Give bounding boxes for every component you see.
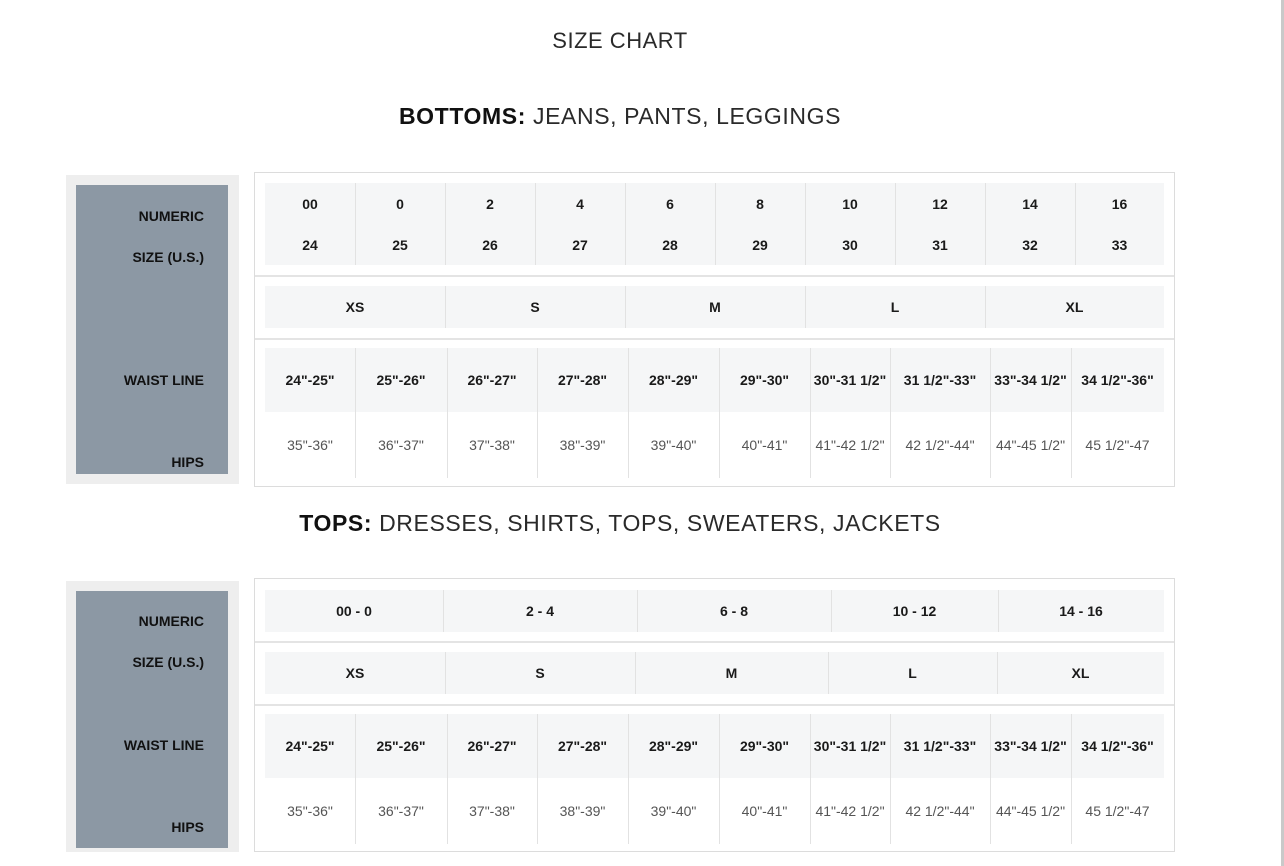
tops-label-size-us: SIZE (U.S.) [132,654,204,670]
tops-letter-band [265,652,1164,694]
tops-numeric-range-cell: 00 - 0 [336,603,372,619]
page-title: SIZE CHART [552,28,688,53]
tops-hips-cell: 36"-37" [378,803,424,819]
bottoms-numeric-cell: 14 [1022,196,1038,212]
bottoms-size-us-cell: 28 [662,237,678,253]
bottoms-hips-cell: 40"-41" [741,437,788,453]
bottoms-letter-size-cell: M [709,299,721,315]
tops-hips-cell: 39"-40" [650,803,697,819]
tops-numeric-range-cell: 14 - 16 [1059,603,1103,619]
bottoms-hips-cell: 39"-40" [650,437,697,453]
tops-hips-cell: 35"-36" [287,803,333,819]
bottoms-numeric-cell: 6 [666,196,674,212]
divider [255,704,1174,706]
bottoms-waist-cell: 26"-27" [467,372,517,388]
bottoms-numeric-cell: 4 [576,196,584,212]
bottoms-waist-cell: 24"-25" [285,372,335,388]
bottoms-numeric-cell: 00 [302,196,318,212]
tops-hips-band [265,778,1164,844]
bottoms-hips-cell: 45 1/2"-47 [1085,437,1150,453]
bottoms-waist-cell: 31 1/2"-33" [903,372,977,388]
bottoms-size-us-cell: 29 [752,237,768,253]
tops-waist-cell: 31 1/2"-33" [903,738,977,754]
bottoms-size-table [254,172,1175,487]
bottoms-row-labels [66,175,239,484]
bottoms-size-us-cell: 27 [572,237,588,253]
bottoms-numeric-cell: 2 [486,196,494,212]
divider [255,275,1174,277]
bottoms-letter-size-cell: XL [1065,299,1084,315]
bottoms-hips-cell: 41"-42 1/2" [815,437,885,453]
tops-letter-size-cell: S [535,665,545,681]
bottoms-label-size-us: SIZE (U.S.) [132,249,204,265]
bottoms-size-us-cell: 31 [932,237,948,253]
tops-hips-cell: 41"-42 1/2" [815,803,885,819]
tops-label-panel [76,591,228,848]
tops-letter-size-cell: L [908,665,917,681]
tops-letter-size-cell: M [725,665,738,681]
tops-waist-cell: 25"-26" [376,738,426,754]
bottoms-size-us-cell: 30 [842,237,858,253]
bottoms-waist-cell: 33"-34 1/2" [994,372,1067,388]
tops-label-numeric: NUMERIC [138,613,204,629]
tops-waist-cell: 27"-28" [557,738,608,754]
tops-hips-cell: 37"-38" [469,803,515,819]
bottoms-waist-band [265,348,1164,412]
tops-hips-cell: 40"-41" [741,803,788,819]
bottoms-waist-cell: 34 1/2"-36" [1081,372,1154,388]
bottoms-size-us-cell: 33 [1111,237,1128,253]
tops-size-table [254,578,1175,852]
tops-label-waist: WAIST LINE [123,737,204,753]
divider [255,641,1174,643]
tops-waist-cell: 26"-27" [467,738,517,754]
divider [255,338,1174,340]
bottoms-hips-band [265,412,1164,478]
bottoms-waist-cell: 30"-31 1/2" [813,372,887,388]
tops-letter-size-cell: XL [1071,665,1090,681]
bottoms-waist-cell: 27"-28" [557,372,608,388]
tops-numeric-band [265,590,1164,632]
tops-hips-cell: 42 1/2"-44" [905,803,975,819]
bottoms-numeric-cell: 12 [932,196,948,212]
bottoms-numeric-cell: 8 [756,196,764,212]
bottoms-title-rest: JEANS, PANTS, LEGGINGS [526,103,842,129]
bottoms-size-us-cell: 26 [482,237,498,253]
bottoms-hips-cell: 38"-39" [559,437,606,453]
tops-numeric-range-cell: 2 - 4 [525,603,554,619]
bottoms-title-bold: BOTTOMS: [398,103,527,129]
bottoms-numeric-cell: 0 [396,196,404,212]
tops-row-labels [66,581,239,852]
tops-waist-cell: 34 1/2"-36" [1081,738,1154,754]
tops-title-rest: DRESSES, SHIRTS, TOPS, SWEATERS, JACKETS [372,510,941,536]
bottoms-section-title [0,103,1240,130]
bottoms-hips-cell: 36"-37" [378,437,424,453]
bottoms-numeric-band [265,183,1164,265]
tops-hips-cell: 38"-39" [559,803,606,819]
tops-hips-cell: 44"-45 1/2" [995,803,1066,819]
tops-label-hips: HIPS [171,819,204,835]
bottoms-label-panel [76,185,228,474]
bottoms-label-waist: WAIST LINE [123,372,204,388]
tops-waist-band [265,714,1164,778]
tops-title-bold: TOPS: [299,510,373,536]
tops-section-title [0,510,1240,537]
bottoms-letter-size-cell: XS [345,299,365,315]
tops-waist-cell: 33"-34 1/2" [994,738,1067,754]
tops-numeric-range-cell: 6 - 8 [719,603,748,619]
bottoms-hips-cell: 35"-36" [287,437,333,453]
bottoms-waist-cell: 29"-30" [739,372,790,388]
tops-waist-cell: 30"-31 1/2" [813,738,887,754]
bottoms-letter-size-cell: S [530,299,540,315]
bottoms-size-us-cell: 24 [302,237,318,253]
tops-letter-size-cell: XS [345,665,365,681]
bottoms-letter-size-cell: L [890,299,900,315]
bottoms-numeric-cell: 16 [1111,196,1128,212]
tops-waist-cell: 28"-29" [648,738,699,754]
bottoms-letter-band [265,286,1164,328]
bottoms-waist-cell: 25"-26" [376,372,426,388]
bottoms-size-us-cell: 32 [1022,237,1038,253]
tops-waist-cell: 29"-30" [739,738,790,754]
tops-hips-cell: 45 1/2"-47 [1085,803,1150,819]
tops-waist-cell: 24"-25" [285,738,335,754]
bottoms-hips-cell: 44"-45 1/2" [995,437,1066,453]
bottoms-hips-cell: 37"-38" [469,437,515,453]
tops-numeric-range-cell: 10 - 12 [892,603,937,619]
bottoms-size-us-cell: 25 [392,237,408,253]
bottoms-numeric-cell: 10 [842,196,858,212]
bottoms-label-numeric: NUMERIC [138,208,204,224]
bottoms-hips-cell: 42 1/2"-44" [905,437,975,453]
bottoms-label-hips: HIPS [171,454,204,470]
bottoms-waist-cell: 28"-29" [648,372,699,388]
